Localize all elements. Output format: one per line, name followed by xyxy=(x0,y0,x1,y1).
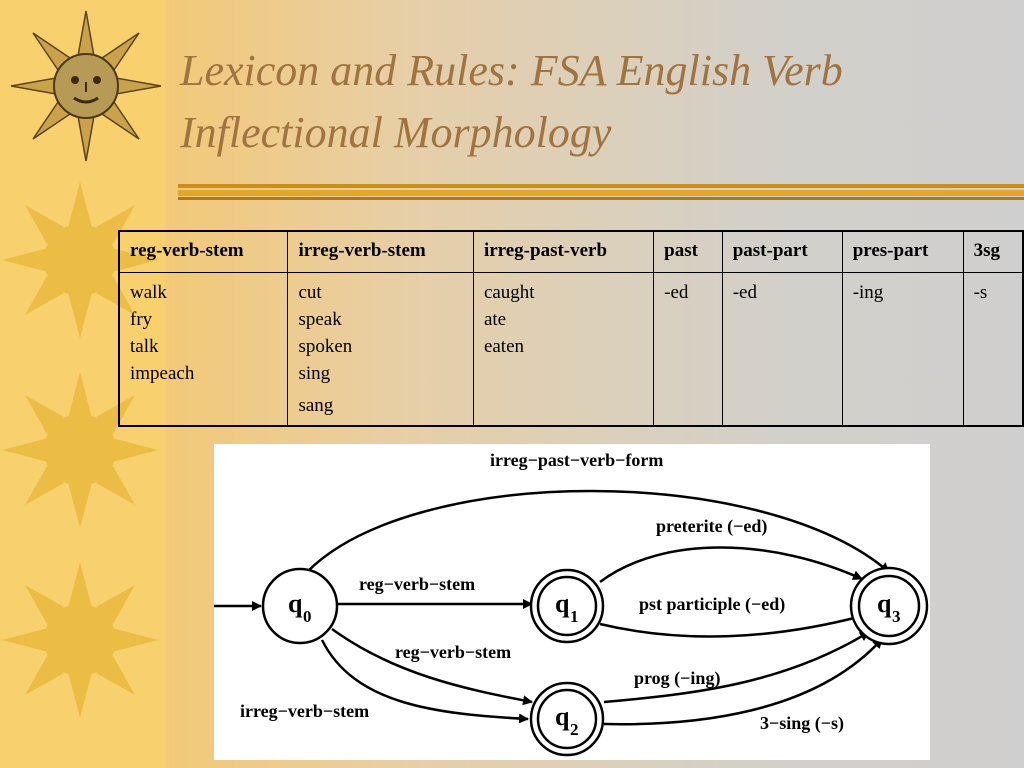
edge-label-prog: prog (−ing) xyxy=(634,668,721,688)
state-q2 xyxy=(531,683,603,755)
lexicon-entry: ate xyxy=(483,309,507,330)
lexicon-entry: cut xyxy=(298,282,322,303)
lexicon-entry: impeach xyxy=(130,363,195,384)
state-q1-subscript: 1 xyxy=(570,607,579,626)
cell-past-part xyxy=(722,273,842,427)
edge-q1-q3-preterite xyxy=(600,547,862,582)
lexicon-entry: spoken xyxy=(298,336,353,357)
header-pres-part: pres-part xyxy=(842,231,963,273)
fsa-diagram xyxy=(214,444,930,760)
state-q0 xyxy=(263,569,337,643)
header-irreg-verb-stem: irreg-verb-stem xyxy=(288,231,473,273)
header-reg-verb-stem: reg-verb-stem xyxy=(119,231,288,273)
header-3sg: 3sg xyxy=(963,231,1023,273)
edge-q1-q3-pst-participle xyxy=(600,616,862,636)
cell-irreg-past-verb xyxy=(473,273,653,427)
edge-label-irreg-verb-stem: irreg−verb−stem xyxy=(240,701,370,721)
lexicon-entry: fry xyxy=(130,309,153,330)
slide-title xyxy=(180,40,1000,164)
cell-reg-verb-stem xyxy=(119,273,288,427)
state-q1 xyxy=(531,570,603,642)
sun-icon xyxy=(0,560,160,720)
edge-q0-q3-irreg-past xyxy=(307,491,889,572)
state-q0-subscript: 0 xyxy=(303,607,312,626)
header-irreg-past-verb: irreg-past-verb xyxy=(473,231,653,273)
table-row xyxy=(119,273,1023,427)
table-header-row xyxy=(119,231,1023,273)
sun-face-icon xyxy=(6,6,166,166)
lexicon-table xyxy=(118,230,1024,427)
edge-label-3-sing: 3−sing (−s) xyxy=(760,713,845,733)
edge-label-pst-participle: pst participle (−ed) xyxy=(639,594,786,614)
state-q3-subscript: 3 xyxy=(892,607,901,626)
lexicon-entry: -s xyxy=(973,282,988,303)
slide-title-line-2: Inflectional Morphology xyxy=(180,108,612,157)
header-past-part: past-part xyxy=(722,231,842,273)
edge-label-reg-verb-stem-q2: reg−verb−stem xyxy=(395,642,512,662)
slide-title-line-1: Lexicon and Rules: FSA English Verb xyxy=(180,46,843,95)
edge-label-reg-verb-stem-q1: reg−verb−stem xyxy=(359,574,476,594)
state-q2-subscript: 2 xyxy=(570,720,579,739)
lexicon-entry: sing xyxy=(298,363,331,384)
lexicon-entry: walk xyxy=(130,282,167,303)
cell-pres-part xyxy=(842,273,963,427)
cell-irreg-verb-stem xyxy=(288,273,473,427)
edge-label-preterite: preterite (−ed) xyxy=(656,516,768,536)
header-past: past xyxy=(654,231,723,273)
edge-label-irreg-past-verb-form: irreg−past−verb−form xyxy=(490,450,664,470)
state-q3 xyxy=(851,568,927,644)
state-q2-label: q xyxy=(555,702,570,731)
lexicon-entry: talk xyxy=(130,336,159,357)
title-divider-rule xyxy=(178,182,1024,204)
lexicon-entry: caught xyxy=(483,282,535,303)
lexicon-entry: sang xyxy=(298,395,334,416)
lexicon-entry: -ing xyxy=(852,282,884,303)
edge-q0-q2-reg xyxy=(332,629,532,702)
state-q3-label: q xyxy=(877,589,892,618)
edge-q2-q3-prog xyxy=(604,632,869,702)
cell-past xyxy=(654,273,723,427)
state-q1-label: q xyxy=(555,589,570,618)
lexicon-entry: speak xyxy=(298,309,342,330)
lexicon-entry: -ed xyxy=(664,282,689,303)
fsa-diagram-canvas xyxy=(214,444,930,760)
lexicon-entry: -ed xyxy=(732,282,757,303)
lexicon-entry: eaten xyxy=(483,336,525,357)
cell-3sg xyxy=(963,273,1023,427)
state-q0-label: q xyxy=(288,589,303,618)
